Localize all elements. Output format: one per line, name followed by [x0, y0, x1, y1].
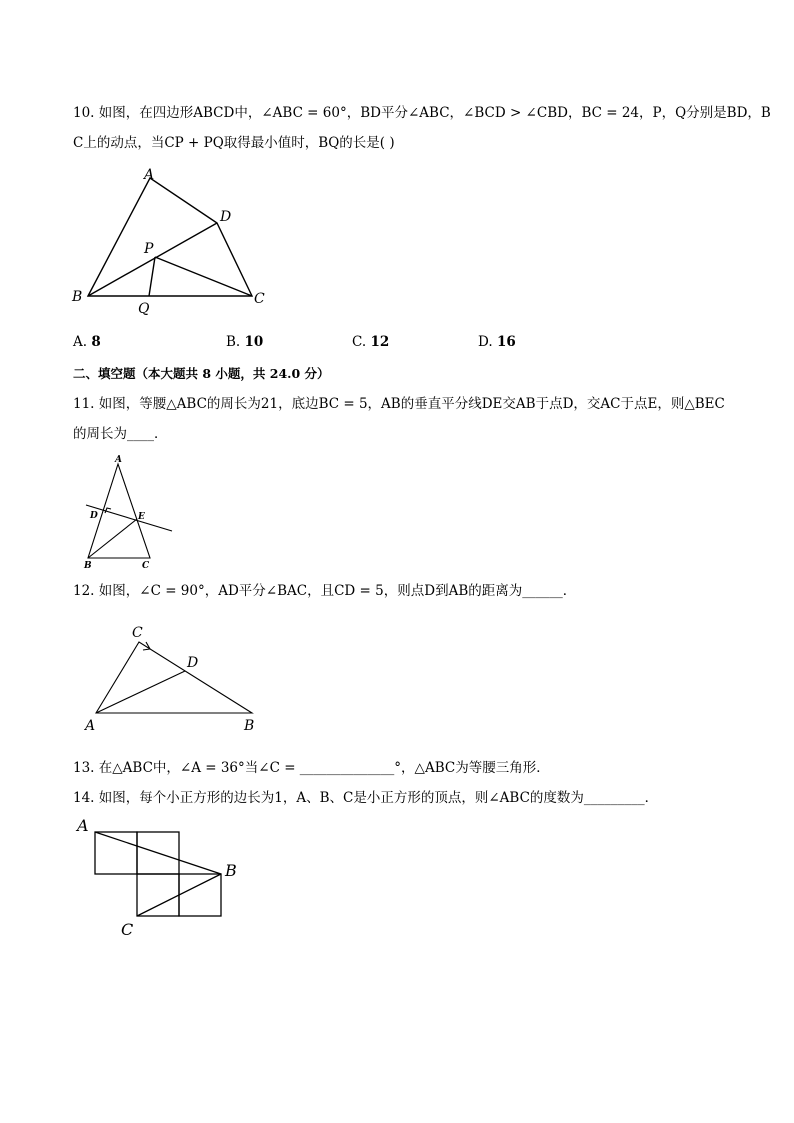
- q10-option-b[interactable]: [226, 334, 263, 350]
- q10-label-q: Q: [138, 301, 150, 317]
- option-letter: D.: [478, 334, 493, 350]
- q10-text-line1: 10. 如图，在四边形ABCD中，∠ABC = 60°，BD平分∠ABC，∠BCD > ∠CBD，BC = 24，P，Q分别是BD，B: [73, 105, 771, 121]
- q11-text-line1: 11. 如图，等腰△ABC的周长为21，底边BC = 5，AB的垂直平分线DE交AB于点D，交AC于点E，则△BEC: [73, 396, 725, 412]
- option-letter: A.: [73, 334, 88, 350]
- q10-figure: [60, 160, 300, 320]
- q10-quadrilateral-abcd: [88, 178, 252, 296]
- option-letter: B.: [226, 334, 241, 350]
- q10-label-a: A: [144, 167, 155, 183]
- q12-label-a: A: [85, 718, 96, 734]
- q10-option-a[interactable]: [73, 334, 101, 350]
- q10-label-b: B: [72, 289, 83, 305]
- q14-label-c: C: [121, 920, 134, 939]
- section-2-heading: 二、填空题（本大题共 8 小题，共 24.0 分）: [73, 366, 330, 381]
- q14-grid: [95, 832, 221, 916]
- q11-figure: [80, 452, 190, 572]
- q11-label-d: D: [90, 511, 98, 521]
- option-letter: C.: [352, 334, 367, 350]
- q12-label-b: B: [244, 718, 255, 734]
- q11-label-b: B: [84, 561, 92, 571]
- q12-right-angle-mark: [143, 642, 150, 650]
- option-value: 16: [496, 334, 516, 350]
- q11-bisector-de: [86, 505, 172, 531]
- q13-text-line1: 13. 在△ABC中，∠A = 36°当∠C = ______________°，△ABC为等腰三角形．: [73, 760, 550, 776]
- q12-label-d: D: [187, 655, 199, 671]
- q11-label-a: A: [115, 455, 122, 465]
- q10-label-d: D: [220, 209, 232, 225]
- q14-segment-ab: [95, 832, 221, 874]
- q10-label-c: C: [254, 291, 265, 307]
- option-value: 10: [244, 334, 264, 350]
- q10-label-p: P: [144, 241, 154, 257]
- q11-text-line2: 的周长为____．: [73, 426, 168, 442]
- q10-option-d[interactable]: [478, 334, 516, 350]
- q12-label-c: C: [132, 625, 143, 641]
- q12-text-line1: 12. 如图，∠C = 90°，AD平分∠BAC，且CD = 5，则点D到AB的距离为______．: [73, 583, 577, 599]
- q14-label-a: A: [77, 816, 89, 835]
- q10-segment-pc: [155, 257, 252, 296]
- q10-text-line2: C上的动点，当CP + PQ取得最小值时，BQ的长是( ): [73, 135, 395, 151]
- q14-text-line1: 14. 如图，每个小正方形的边长为1，A、B、C是小正方形的顶点，则∠ABC的度数为_________．: [73, 790, 659, 806]
- q11-label-c: C: [142, 561, 150, 571]
- option-value: 8: [91, 334, 101, 350]
- q14-figure: [70, 815, 250, 945]
- q10-segment-pq: [149, 257, 155, 296]
- q12-figure: [80, 620, 280, 740]
- q11-segment-be: [88, 519, 137, 558]
- option-value: 12: [370, 334, 390, 350]
- q11-label-e: E: [138, 512, 145, 522]
- q14-label-b: B: [225, 861, 237, 880]
- q10-option-c[interactable]: [352, 334, 389, 350]
